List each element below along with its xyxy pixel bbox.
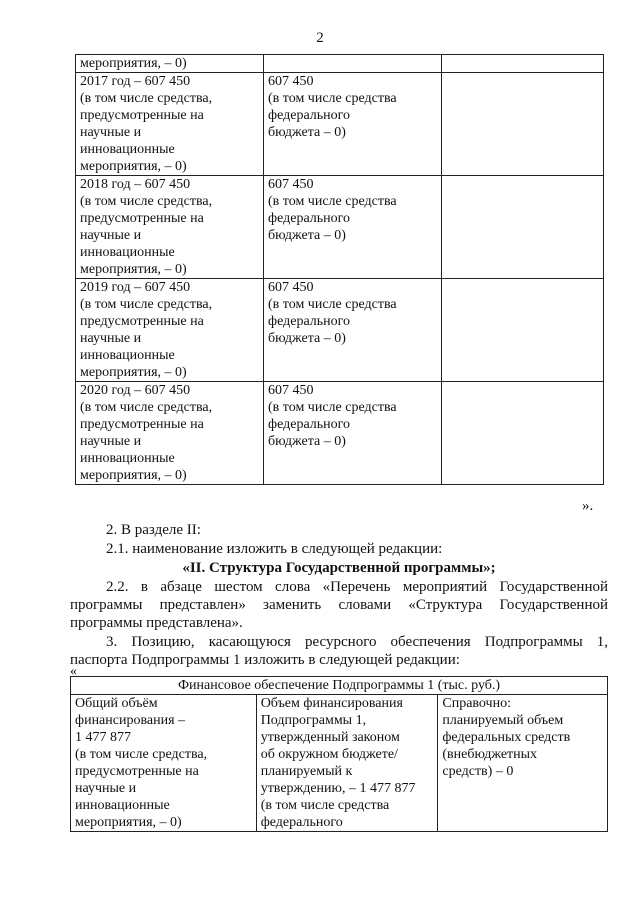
funding-years-table — [75, 54, 604, 485]
item-2-2-line3: программы представлена». — [70, 615, 243, 631]
cell-text-line: утвержденный законом — [260, 730, 400, 745]
cell-text-line: финансирования – — [75, 713, 186, 728]
cell-text-line: мероприятия, – 0) — [80, 159, 187, 174]
item-2-1-text: 2.1. наименование изложить в следующей редакции: — [106, 541, 443, 557]
cell-text-line: предусмотренные на — [80, 211, 204, 226]
table-cell — [76, 73, 264, 176]
subprogram-funding-table — [70, 676, 608, 832]
cell-text-line: предусмотренные на — [75, 764, 199, 779]
cell-text-line: (в том числе средства, — [80, 194, 213, 209]
cell-text-line: инновационные — [80, 348, 175, 363]
table-cell — [442, 176, 604, 279]
cell-text-line: (в том числе средства — [268, 297, 397, 312]
cell-text-line: Общий объём — [75, 696, 158, 711]
cell-text-line: инновационные — [75, 798, 170, 813]
cell-text-line: 2020 год – 607 450 — [80, 383, 191, 398]
cell-text-line: Объем финансирования — [260, 696, 403, 711]
cell-text-line: 1 477 877 — [75, 730, 131, 745]
section-heading: «II. Структура Государственной программы»; — [182, 560, 496, 576]
funding-year-row — [76, 73, 604, 176]
cell-text-line: научные и — [80, 228, 142, 243]
table-cell — [76, 382, 264, 485]
cell-text-line: научные и — [80, 331, 142, 346]
table-cell — [76, 279, 264, 382]
table-cell — [264, 73, 442, 176]
funding-year-row — [76, 279, 604, 382]
cell-text-line: (в том числе средства — [268, 400, 397, 415]
cell-text-line: федерального — [268, 108, 351, 123]
funding-year-row — [76, 176, 604, 279]
cell-text-line: федерального — [268, 417, 351, 432]
item-2-2-line2: программы представлен» заменить словами «Структура Государственной — [70, 597, 608, 613]
cell-text-line: (в том числе средства, — [80, 400, 213, 415]
table-cell — [442, 382, 604, 485]
cell-text-line: 607 450 — [268, 383, 314, 398]
cell-text-line: 2019 год – 607 450 — [80, 280, 191, 295]
cell-text-line: Справочно: — [442, 696, 511, 711]
cell-text-line: инновационные — [80, 142, 175, 157]
cell-text-line: 2018 год – 607 450 — [80, 177, 191, 192]
table-cell — [264, 176, 442, 279]
cell-text-line: мероприятия, – 0) — [80, 56, 187, 71]
table-cell — [76, 176, 264, 279]
cell-text-line: предусмотренные на — [80, 314, 204, 329]
cell-text-line: бюджета – 0) — [268, 434, 346, 449]
cell-text-line: предусмотренные на — [80, 417, 204, 432]
cell-text-line: мероприятия, – 0) — [80, 468, 187, 483]
total-funding-cell — [71, 695, 257, 832]
item-3-line1: 3. Позицию, касающуюся ресурсного обеспечения Подпрограммы 1, — [106, 634, 608, 650]
cell-text-line: научные и — [80, 125, 142, 140]
page-number: 2 — [316, 30, 324, 46]
item-2-text: 2. В разделе II: — [106, 522, 201, 538]
cell-text-line: 607 450 — [268, 74, 314, 89]
cell-text-line: (внебюджетных — [442, 747, 538, 762]
cell-text-line: об окружном бюджете/ — [260, 747, 398, 762]
cell-text-line: мероприятия, – 0) — [80, 365, 187, 380]
cell-text-line: планируемый объем — [442, 713, 564, 728]
cell-text-line: предусмотренные на — [80, 108, 204, 123]
table-cell — [76, 55, 264, 73]
cell-text-line: (в том числе средства, — [75, 747, 208, 762]
table-cell — [442, 279, 604, 382]
cell-text-line: утверждению, – 1 477 877 — [260, 781, 416, 796]
cell-text-line: бюджета – 0) — [268, 228, 346, 243]
item-2-2-line1: 2.2. в абзаце шестом слова «Перечень мероприятий Государственной — [106, 579, 608, 595]
cell-text-line: (в том числе средства, — [80, 91, 213, 106]
cell-text-line: Подпрограммы 1, — [260, 713, 367, 728]
reference-cell — [438, 695, 608, 832]
funding-table-header: Финансовое обеспечение Подпрограммы 1 (тыс. руб.) — [71, 677, 608, 695]
cell-text-line: федерального — [260, 815, 343, 830]
table-cell — [264, 382, 442, 485]
cell-text-line: бюджета – 0) — [268, 125, 346, 140]
table-cell — [442, 55, 604, 73]
funding-year-row — [76, 55, 604, 73]
table-cell — [442, 73, 604, 176]
cell-text-line: мероприятия, – 0) — [80, 262, 187, 277]
cell-text-line: 607 450 — [268, 280, 314, 295]
funding-year-row — [76, 382, 604, 485]
subprogram-volume-cell — [256, 695, 438, 832]
item-3-line2: паспорта Подпрограммы 1 изложить в следующей редакции: — [70, 652, 460, 668]
closing-quote: ». — [582, 498, 594, 514]
cell-text-line: средств) – 0 — [442, 764, 514, 779]
cell-text-line: инновационные — [80, 451, 175, 466]
table-cell — [264, 279, 442, 382]
cell-text-line: научные и — [80, 434, 142, 449]
cell-text-line: научные и — [75, 781, 137, 796]
cell-text-line: 607 450 — [268, 177, 314, 192]
opening-quote: « — [70, 664, 77, 679]
cell-text-line: инновационные — [80, 245, 175, 260]
cell-text-line: федеральных средств — [442, 730, 571, 745]
cell-text-line: (в том числе средства — [268, 91, 397, 106]
cell-text-line: федерального — [268, 211, 351, 226]
cell-text-line: бюджета – 0) — [268, 331, 346, 346]
cell-text-line: 2017 год – 607 450 — [80, 74, 191, 89]
cell-text-line: планируемый к — [260, 764, 353, 779]
cell-text-line: (в том числе средства, — [80, 297, 213, 312]
cell-text-line: (в том числе средства — [268, 194, 397, 209]
table-cell — [264, 55, 442, 73]
cell-text-line: федерального — [268, 314, 351, 329]
cell-text-line: (в том числе средства — [260, 798, 390, 813]
cell-text-line: мероприятия, – 0) — [75, 815, 182, 830]
